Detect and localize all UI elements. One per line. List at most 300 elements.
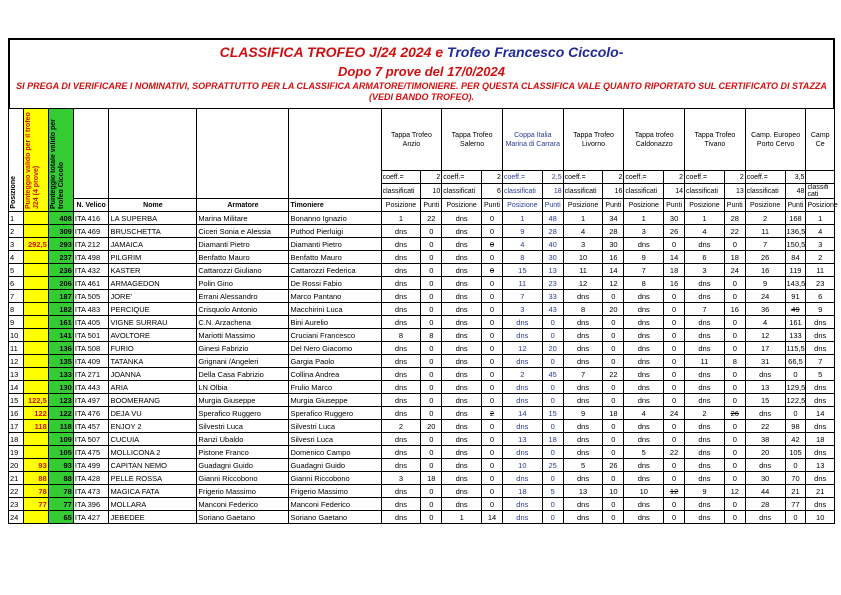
- table-row: [9, 342, 835, 355]
- cell-punti-tappa: 0: [603, 472, 624, 485]
- table-row: [9, 381, 835, 394]
- cell-nome: TATANKA: [109, 355, 197, 368]
- cell-n-velico: ITA 475: [73, 446, 109, 459]
- cell-punti-tappa: 0: [724, 368, 745, 381]
- cell-punti-tappa: 0: [603, 342, 624, 355]
- cell-nome: ENJOY 2: [109, 420, 197, 433]
- cell-posizione-tappa: 23: [806, 277, 835, 290]
- cell-punteggio-j24: [23, 290, 48, 303]
- cell-punteggio-j24: 88: [23, 472, 48, 485]
- cell-n-velico: ITA 396: [73, 498, 109, 511]
- cell-punti-tappa: 0: [421, 381, 442, 394]
- cell-punti-tappa: 0: [482, 238, 503, 251]
- cell-posizione-tappa: 3: [624, 225, 664, 238]
- cell-punti-tappa: 0: [482, 498, 503, 511]
- table-row: [9, 446, 835, 459]
- cell-posizione: 18: [9, 433, 24, 446]
- cell-punteggio-j24: [23, 381, 48, 394]
- cell-posizione-tappa: dns: [563, 498, 603, 511]
- cell-punti-tappa: 0: [542, 355, 563, 368]
- cell-posizione-tappa: 4: [745, 316, 785, 329]
- cell-posizione-tappa: 6: [806, 290, 835, 303]
- classificati-value: 6: [482, 184, 503, 199]
- coeff-value: 3,5: [785, 171, 806, 184]
- cell-timoniere: Silvesri Luca: [289, 433, 381, 446]
- cell-punti-tappa: 34: [603, 212, 624, 225]
- cell-punti-tappa: 0: [542, 381, 563, 394]
- cell-armatore: LN Olbia: [197, 381, 289, 394]
- cell-posizione-tappa: dns: [685, 446, 725, 459]
- cell-punti-tappa: 0: [482, 368, 503, 381]
- cell-posizione-tappa: dns: [624, 368, 664, 381]
- cell-timoniere: Gianni Riccobono: [289, 472, 381, 485]
- posizione-label-partial: Posizione: [806, 199, 835, 212]
- cell-punti-tappa: 0: [664, 355, 685, 368]
- cell-armatore: Mariotti Massimo: [197, 329, 289, 342]
- cell-punti-tappa: 0: [664, 472, 685, 485]
- cell-n-velico: ITA 505: [73, 290, 109, 303]
- cell-punti-tappa: 16: [664, 277, 685, 290]
- tappa-2: Coppa Italia Marina di Carrara: [502, 109, 563, 171]
- cell-posizione-tappa: 3: [502, 303, 542, 316]
- cell-posizione-tappa: dns: [563, 290, 603, 303]
- cell-punti-tappa: 40: [542, 238, 563, 251]
- cell-posizione-tappa: dns: [806, 316, 835, 329]
- cell-punteggio-ciccolo: 105: [48, 446, 73, 459]
- cell-punti-tappa: 22: [664, 446, 685, 459]
- cell-armatore: C.N. Arzachena: [197, 316, 289, 329]
- standings-table: [8, 108, 838, 524]
- cell-punti-tappa: 0: [664, 498, 685, 511]
- cell-posizione-tappa: 3: [685, 264, 725, 277]
- col-punteggio-ciccolo: Punteggio totale valido per trofeo Ciccolo: [48, 109, 73, 212]
- cell-posizione-tappa: 28: [745, 498, 785, 511]
- table-row: [9, 264, 835, 277]
- cell-punti-tappa: 0: [482, 446, 503, 459]
- cell-posizione: 24: [9, 511, 24, 524]
- cell-punti-tappa: 0: [664, 316, 685, 329]
- cell-posizione-tappa: 26: [745, 251, 785, 264]
- cell-punti-tappa: 0: [421, 407, 442, 420]
- cell-posizione-tappa: 12: [563, 277, 603, 290]
- cell-punti-tappa: 0: [482, 290, 503, 303]
- cell-posizione-tappa: 1: [502, 212, 542, 225]
- cell-punti-tappa: 115,5: [786, 343, 805, 353]
- cell-posizione-tappa: 2: [381, 420, 421, 433]
- cell-punteggio-j24: 118: [23, 420, 48, 433]
- cell-punti-tappa: 0: [421, 277, 442, 290]
- cell-posizione-tappa: dns: [806, 498, 835, 511]
- cell-posizione-tappa: dns: [806, 420, 835, 433]
- table-row: [9, 420, 835, 433]
- table-row: [9, 225, 835, 238]
- cell-timoniere: Guadagni Guido: [289, 459, 381, 472]
- cell-punti-tappa: 0: [724, 394, 745, 407]
- cell-punteggio-ciccolo: 161: [48, 316, 73, 329]
- cell-armatore: Della Casa Fabrizio: [197, 368, 289, 381]
- cell-posizione-tappa: dns: [502, 446, 542, 459]
- cell-punti-tappa: 0: [542, 498, 563, 511]
- cell-posizione-tappa: 1: [381, 212, 421, 225]
- cell-n-velico: ITA 498: [73, 251, 109, 264]
- cell-punti-tappa: 0: [421, 251, 442, 264]
- cell-punti-tappa: 0: [785, 511, 806, 524]
- cell-punteggio-ciccolo: 133: [48, 368, 73, 381]
- cell-punti-tappa: 16: [724, 303, 745, 316]
- cell-posizione: 21: [9, 472, 24, 485]
- cell-posizione-tappa: dns: [624, 290, 664, 303]
- cell-n-velico: ITA 507: [73, 433, 109, 446]
- cell-armatore: Ranzi Ubaldo: [197, 433, 289, 446]
- cell-posizione-tappa: 3: [563, 238, 603, 251]
- cell-punteggio-j24: [23, 433, 48, 446]
- posizione-label: Posizione: [502, 199, 542, 212]
- cell-armatore: Silvestri Luca: [197, 420, 289, 433]
- cell-posizione-tappa: dns: [442, 394, 482, 407]
- cell-posizione-tappa: 7: [502, 290, 542, 303]
- cell-posizione-tappa: 4: [624, 407, 664, 420]
- cell-armatore: Frigerio Massimo: [197, 485, 289, 498]
- coeff-value: 2,5: [542, 171, 563, 184]
- cell-punteggio-ciccolo: 130: [48, 381, 73, 394]
- cell-posizione-tappa: 7: [685, 303, 725, 316]
- cell-posizione-tappa: 18: [502, 485, 542, 498]
- cell-punteggio-ciccolo: 122: [48, 407, 73, 420]
- cell-timoniere: Soriano Gaetano: [289, 511, 381, 524]
- cell-posizione-tappa: 36: [745, 303, 785, 316]
- cell-n-velico: ITA 499: [73, 459, 109, 472]
- cell-posizione-tappa: 7: [806, 355, 835, 368]
- cell-posizione-tappa: 6: [685, 251, 725, 264]
- table-row: [9, 511, 835, 524]
- cell-armatore: Murgia Giuseppe: [197, 394, 289, 407]
- cell-punti-tappa: 0: [542, 511, 563, 524]
- cell-posizione-tappa: dns: [442, 290, 482, 303]
- classificati-value: 14: [664, 184, 685, 199]
- cell-timoniere: Bonanno Ignazio: [289, 212, 381, 225]
- cell-punti-tappa: 0: [421, 264, 442, 277]
- cell-posizione-tappa: 13: [745, 381, 785, 394]
- cell-posizione: 14: [9, 381, 24, 394]
- title-blue: Trofeo Francesco Ciccolo-: [447, 44, 624, 60]
- cell-timoniere: Diamanti Pietro: [289, 238, 381, 251]
- cell-posizione-tappa: 14: [806, 407, 835, 420]
- cell-punti-tappa: 48: [542, 212, 563, 225]
- cell-nome: MAGICA FATA: [109, 485, 197, 498]
- cell-punti-tappa: 20: [603, 303, 624, 316]
- cell-posizione-tappa: 18: [806, 433, 835, 446]
- cell-punti-tappa: 33: [542, 290, 563, 303]
- cell-posizione-tappa: 13: [806, 459, 835, 472]
- title-block: [8, 38, 835, 108]
- cell-punti-tappa: 0: [603, 511, 624, 524]
- cell-punti-tappa: 0: [603, 290, 624, 303]
- cell-posizione-tappa: dns: [563, 446, 603, 459]
- cell-punti-tappa: 0: [421, 303, 442, 316]
- cell-armatore: Cattarozzi Giuliano: [197, 264, 289, 277]
- cell-posizione-tappa: dns: [685, 498, 725, 511]
- classificati-value: 13: [724, 184, 745, 199]
- cell-punti-tappa: 18: [664, 264, 685, 277]
- cell-posizione-tappa: 11: [685, 355, 725, 368]
- cell-posizione-tappa: 14: [502, 407, 542, 420]
- cell-posizione-tappa: 2: [685, 407, 725, 420]
- cell-posizione-tappa: 38: [745, 433, 785, 446]
- cell-punti-tappa: 0: [603, 433, 624, 446]
- cell-punti-tappa: 0: [785, 407, 806, 420]
- cell-punti-tappa: 0: [421, 316, 442, 329]
- cell-punteggio-ciccolo: 293: [48, 238, 73, 251]
- cell-nome: FURIO: [109, 342, 197, 355]
- cell-posizione-tappa: dns: [624, 355, 664, 368]
- cell-punti-tappa: 0: [421, 238, 442, 251]
- cell-posizione-tappa: 8: [624, 277, 664, 290]
- table-row: [9, 212, 835, 225]
- cell-posizione-tappa: 10: [563, 251, 603, 264]
- cell-posizione-tappa: dns: [381, 459, 421, 472]
- cell-nome: JOANNA: [109, 368, 197, 381]
- cell-armatore: Benfatto Mauro: [197, 251, 289, 264]
- cell-posizione-tappa: dns: [502, 355, 542, 368]
- coeff-label-partial: [806, 171, 835, 184]
- cell-punteggio-j24: 122,5: [23, 394, 48, 407]
- cell-posizione-tappa: 8: [381, 329, 421, 342]
- cell-posizione-tappa: 5: [624, 446, 664, 459]
- cell-punti-tappa: 18: [542, 433, 563, 446]
- cell-punti-tappa: 0: [482, 485, 503, 498]
- posizione-label: Posizione: [745, 199, 785, 212]
- cell-punti-tappa: 21: [785, 485, 806, 498]
- cell-posizione-tappa: dns: [381, 368, 421, 381]
- cell-posizione-tappa: dns: [624, 433, 664, 446]
- cell-punti-tappa: 20: [421, 420, 442, 433]
- cell-punti-tappa: 0: [664, 368, 685, 381]
- cell-punteggio-j24: [23, 355, 48, 368]
- cell-n-velico: ITA 212: [73, 238, 109, 251]
- cell-punti-tappa: 0: [724, 381, 745, 394]
- coeff-label: coeff.=: [502, 171, 542, 184]
- cell-posizione: 8: [9, 303, 24, 316]
- cell-posizione-tappa: dns: [442, 407, 482, 420]
- cell-nome: BOOMERANG: [109, 394, 197, 407]
- cell-timoniere: Domenico Campo: [289, 446, 381, 459]
- cell-posizione-tappa: 8: [563, 303, 603, 316]
- cell-posizione-tappa: dns: [442, 212, 482, 225]
- cell-punti-tappa: 0: [664, 342, 685, 355]
- cell-armatore: Crisquolo Antonio: [197, 303, 289, 316]
- cell-timoniere: Gargia Paolo: [289, 355, 381, 368]
- cell-punti-tappa: 0: [724, 238, 745, 251]
- cell-nome: BRUSCHETTA: [109, 225, 197, 238]
- cell-posizione-tappa: dns: [685, 420, 725, 433]
- cell-nome: ARIA: [109, 381, 197, 394]
- cell-posizione-tappa: 24: [745, 290, 785, 303]
- cell-timoniere: De Rossi Fabio: [289, 277, 381, 290]
- cell-posizione-tappa: dns: [624, 459, 664, 472]
- cell-punti-tappa: 12: [603, 277, 624, 290]
- cell-punti-tappa: 25: [542, 459, 563, 472]
- cell-punti-tappa: 42: [785, 433, 806, 446]
- cell-nome: JEBEDEE: [109, 511, 197, 524]
- cell-posizione-tappa: 1: [685, 212, 725, 225]
- cell-punteggio-ciccolo: 136: [48, 342, 73, 355]
- tappa-0: Tappa Trofeo Anzio: [381, 109, 442, 171]
- cell-punti-tappa: 0: [785, 368, 806, 381]
- cell-timoniere: Frulio Marco: [289, 381, 381, 394]
- cell-punti-tappa: 20: [542, 342, 563, 355]
- cell-punti-tappa: 129,5: [786, 382, 806, 392]
- classificati-label: classificati: [745, 184, 785, 199]
- cell-punti-tappa: 28: [542, 225, 563, 238]
- cell-posizione-tappa: dns: [442, 303, 482, 316]
- classificati-label: classificati: [563, 184, 603, 199]
- cell-posizione-tappa: 15: [502, 264, 542, 277]
- cell-punti-tappa: 0: [482, 355, 503, 368]
- cell-punti-tappa: 18: [603, 407, 624, 420]
- cell-punteggio-ciccolo: 135: [48, 355, 73, 368]
- cell-punti-tappa: 0: [421, 433, 442, 446]
- cell-posizione-tappa: 10: [502, 459, 542, 472]
- cell-punti-tappa: 0: [421, 368, 442, 381]
- cell-punti-tappa: 0: [542, 329, 563, 342]
- cell-punti-tappa: 0: [664, 511, 685, 524]
- punti-label: Punti: [421, 199, 442, 212]
- cell-punteggio-ciccolo: 182: [48, 303, 73, 316]
- posizione-label: Posizione: [563, 199, 603, 212]
- punti-label: Punti: [482, 199, 503, 212]
- cell-posizione-tappa: 9: [502, 225, 542, 238]
- cell-posizione: 3: [9, 238, 24, 251]
- table-row: [9, 303, 835, 316]
- cell-posizione-tappa: dns: [685, 329, 725, 342]
- col-nome: Nome: [109, 199, 197, 212]
- cell-posizione-tappa: 12: [502, 342, 542, 355]
- cell-armatore: Sperafico Ruggero: [197, 407, 289, 420]
- cell-posizione-tappa: dns: [381, 485, 421, 498]
- cell-punti-tappa: 0: [664, 459, 685, 472]
- cell-posizione: 6: [9, 277, 24, 290]
- cell-nome: MOLLICONA 2: [109, 446, 197, 459]
- tappa-1: Tappa Trofeo Salerno: [442, 109, 503, 171]
- cell-posizione-tappa: dns: [442, 368, 482, 381]
- tappa-5: Tappa Trofeo Tivano: [685, 109, 746, 171]
- cell-nome: ARMAGEDON: [109, 277, 197, 290]
- cell-punti-tappa: 0: [785, 459, 806, 472]
- cell-posizione-tappa: dns: [745, 368, 785, 381]
- cell-punti-tappa: 15: [542, 407, 563, 420]
- cell-punti-tappa: 30: [542, 251, 563, 264]
- cell-punti-tappa: 0: [664, 303, 685, 316]
- cell-posizione-tappa: 30: [745, 472, 785, 485]
- cell-posizione-tappa: dns: [685, 433, 725, 446]
- standings-sheet: [8, 38, 838, 524]
- table-row: [9, 251, 835, 264]
- cell-posizione-tappa: 7: [563, 368, 603, 381]
- cell-posizione-tappa: 2: [502, 368, 542, 381]
- cell-punti-tappa: 18: [421, 472, 442, 485]
- cell-posizione-tappa: dns: [442, 433, 482, 446]
- cell-n-velico: ITA 428: [73, 472, 109, 485]
- cell-posizione-tappa: dns: [563, 472, 603, 485]
- cell-posizione-tappa: 1: [806, 212, 835, 225]
- cell-posizione-tappa: dns: [685, 277, 725, 290]
- cell-posizione-tappa: 10: [806, 511, 835, 524]
- punti-label: Punti: [664, 199, 685, 212]
- cell-punti-tappa: 10: [603, 485, 624, 498]
- cell-armatore: Diamanti Pietro: [197, 238, 289, 251]
- cell-punti-tappa: 0: [421, 498, 442, 511]
- cell-posizione-tappa: dns: [685, 381, 725, 394]
- cell-posizione-tappa: dns: [563, 511, 603, 524]
- cell-punteggio-j24: 292,5: [23, 238, 48, 251]
- cell-posizione-tappa: dns: [624, 238, 664, 251]
- cell-punti-tappa: 22: [724, 225, 745, 238]
- cell-armatore: Manconi Federico: [197, 498, 289, 511]
- cell-timoniere: Puthod Pierluigi: [289, 225, 381, 238]
- cell-n-velico: ITA 473: [73, 485, 109, 498]
- cell-posizione-tappa: 11: [563, 264, 603, 277]
- verification-notice: SI PREGA DI VERIFICARE I NOMINATIVI, SOPRATTUTTO PER LA CLASSIFICA ARMATORE/TIMONIERE. PER QUESTA CLASSIFICA VALE QUANTO RIPORTATO SUL CERTIFICATO DI STAZZA (VEDI BANDO TROFEO).: [16, 81, 827, 102]
- cell-armatore: Ginesi Fabrizio: [197, 342, 289, 355]
- cell-punteggio-j24: 78: [23, 485, 48, 498]
- cell-posizione-tappa: dns: [381, 225, 421, 238]
- cell-punti-tappa: 0: [724, 511, 745, 524]
- cell-punti-tappa: 0: [482, 394, 503, 407]
- cell-punti-tappa: 168: [785, 212, 806, 225]
- cell-punti-tappa: 14: [603, 264, 624, 277]
- cell-punteggio-ciccolo: 88: [48, 472, 73, 485]
- classificati-value: 10: [421, 184, 442, 199]
- cell-n-velico: ITA 405: [73, 316, 109, 329]
- cell-posizione-tappa: dns: [442, 459, 482, 472]
- cell-posizione-tappa: dns: [563, 316, 603, 329]
- cell-punti-tappa: 43: [542, 303, 563, 316]
- cell-posizione: 7: [9, 290, 24, 303]
- cell-punti-tappa: 22: [421, 212, 442, 225]
- punti-label: Punti: [785, 199, 806, 212]
- cell-posizione-tappa: dns: [685, 368, 725, 381]
- cell-armatore: Ciceri Sonia e Alessia: [197, 225, 289, 238]
- cell-punti-tappa: 70: [785, 472, 806, 485]
- cell-posizione: 15: [9, 394, 24, 407]
- table-row: [9, 472, 835, 485]
- cell-punti-tappa: 0: [482, 329, 503, 342]
- cell-punti-tappa: 0: [421, 459, 442, 472]
- cell-posizione-tappa: dns: [685, 316, 725, 329]
- cell-posizione-tappa: dns: [624, 329, 664, 342]
- cell-punti-tappa: 0: [482, 303, 503, 316]
- cell-punti-tappa: 0: [664, 290, 685, 303]
- cell-punti-tappa: 14: [664, 251, 685, 264]
- cell-nome: PERCIQUE: [109, 303, 197, 316]
- cell-punti-tappa: 0: [482, 472, 503, 485]
- coeff-label: coeff.=: [624, 171, 664, 184]
- cell-n-velico: ITA 409: [73, 355, 109, 368]
- cell-timoniere: Sperafico Ruggero: [289, 407, 381, 420]
- cell-posizione-tappa: dns: [381, 511, 421, 524]
- cell-posizione-tappa: 11: [502, 277, 542, 290]
- cell-posizione-tappa: dns: [442, 355, 482, 368]
- cell-armatore: Grignani /Angeleri: [197, 355, 289, 368]
- cell-n-velico: ITA 457: [73, 420, 109, 433]
- cell-punteggio-j24: [23, 329, 48, 342]
- cell-punti-tappa: 66,5: [785, 355, 806, 368]
- cell-punti-tappa: 30: [603, 238, 624, 251]
- cell-posizione-tappa: 5: [806, 368, 835, 381]
- cell-posizione-tappa: dns: [381, 290, 421, 303]
- cell-armatore: Polin Gino: [197, 277, 289, 290]
- coeff-value: 2: [482, 171, 503, 184]
